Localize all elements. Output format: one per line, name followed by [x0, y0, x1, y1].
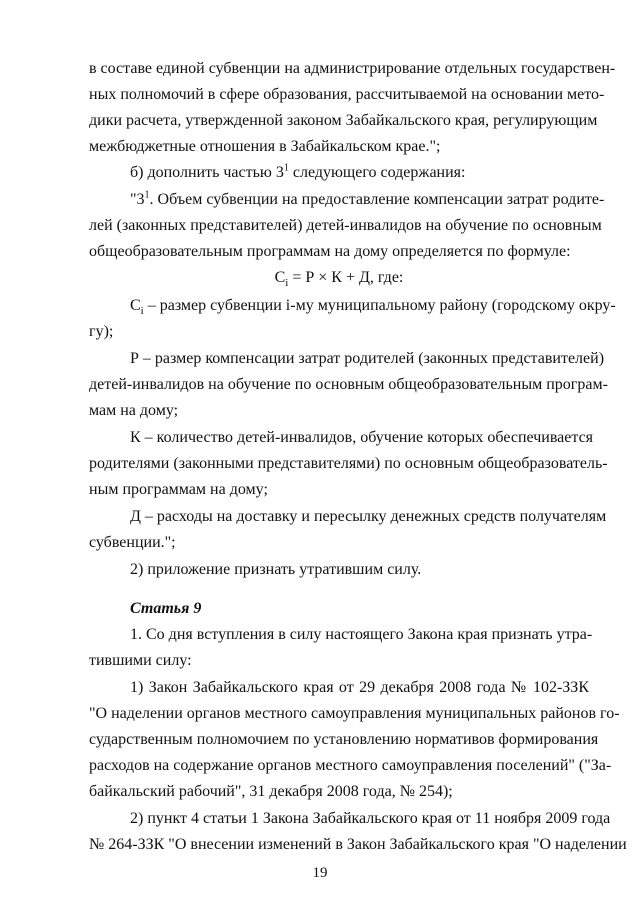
- text-line: ных полномочий в сфере образования, рассчитываемой на основании мето-: [89, 86, 605, 103]
- text-line: 1) Закон Забайкальского края от 29 декабря 2008 года № 102-ЗЗК: [130, 679, 589, 696]
- text-line: байкальский рабочий", 31 декабря 2008 года, № 254);: [89, 783, 453, 800]
- text-line: [130, 294, 616, 318]
- text-line: гу);: [89, 323, 114, 340]
- text-line: [130, 188, 605, 212]
- superscript: 1: [144, 189, 150, 201]
- text-line: Р – размер компенсации затрат родителей (законных представителей): [130, 350, 605, 367]
- text-line: в составе единой субвенции на администрирование отдельных государствен-: [89, 60, 616, 77]
- text-run: C: [130, 297, 141, 314]
- text-line: Д – расходы на доставку и пересылку денежных средств получателям: [130, 508, 607, 525]
- formula: [89, 266, 589, 290]
- text-line: ным программам на дому;: [89, 481, 268, 498]
- text-run: C: [274, 269, 286, 286]
- text-run: б) дополнить частью 3: [130, 164, 284, 181]
- text-run: – размер субвенции i-му муниципальному району (городскому окру-: [143, 297, 616, 314]
- article-heading: Статья 9: [130, 600, 202, 617]
- text-line: 2) приложение признать утратившим силу.: [130, 561, 422, 578]
- text-run: . Объем субвенции на предоставление компенсации затрат родите-: [149, 191, 605, 208]
- text-line: лей (законных представителей) детей-инвалидов на обучение по основным: [89, 217, 602, 234]
- text-line: сударственным полномочием по установлению нормативов формирования: [89, 731, 599, 748]
- text-line: "О наделении органов местного самоуправления муниципальных районов го-: [89, 705, 620, 722]
- text-line: тившими силу:: [89, 652, 192, 669]
- text-line: общеобразовательным программам на дому определяется по формуле:: [89, 243, 571, 260]
- text-line: детей-инвалидов на обучение по основным общеобразовательным програм-: [89, 376, 608, 393]
- text-line: мам на дому;: [89, 402, 179, 419]
- text-line: 2) пункт 4 статьи 1 Закона Забайкальского края от 11 ноября 2009 года: [130, 810, 611, 827]
- text-run: "3: [130, 191, 145, 208]
- text-run: следующего содержания:: [288, 164, 466, 181]
- text-line: расходов на содержание органов местного самоуправления поселений" ("За-: [89, 757, 612, 774]
- text-line: К – количество детей-инвалидов, обучение которых обеспечивается: [130, 429, 594, 446]
- text-line: № 264-ЗЗК "О внесении изменений в Закон Забайкальского края "О наделении: [89, 836, 627, 853]
- text-line: 1. Со дня вступления в силу настоящего Закона края признать утра-: [130, 626, 593, 643]
- text-run: = Р × К + Д, где:: [288, 269, 404, 286]
- subscript: i: [285, 277, 289, 290]
- text-line: родителями (законными представителями) по основным общеобразователь-: [89, 455, 608, 472]
- text-line: дики расчета, утвержденной законом Забайкальского края, регулирующим: [89, 112, 598, 129]
- text-line: субвенции.";: [89, 534, 176, 551]
- page-number: 19: [312, 865, 328, 881]
- subscript: i: [140, 305, 144, 318]
- superscript: 1: [283, 162, 289, 174]
- text-line: межбюджетные отношения в Забайкальском крае.";: [89, 138, 441, 155]
- text-line: [130, 161, 589, 185]
